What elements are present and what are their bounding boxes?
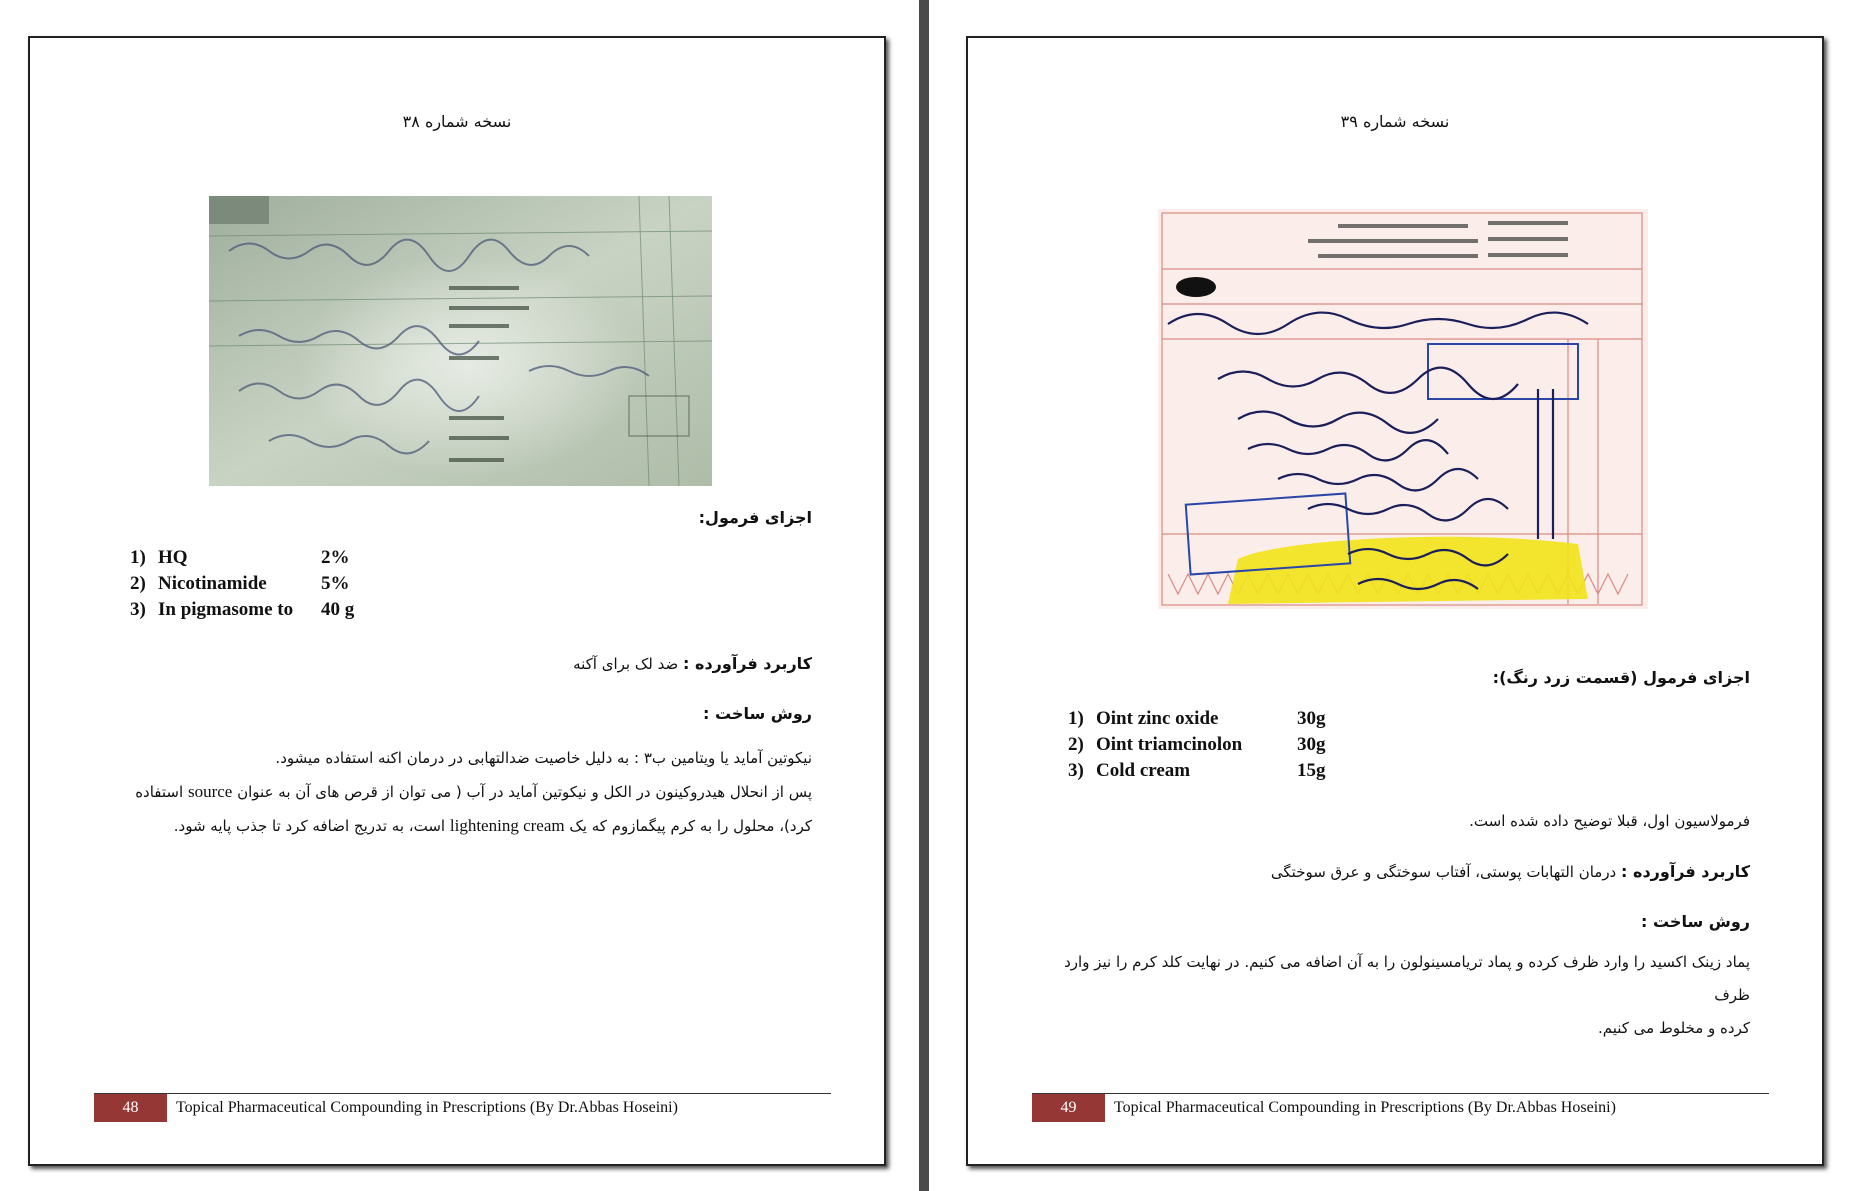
ingredient-amount: 30g <box>1297 734 1326 755</box>
ingredient-name: In pigmasome to <box>158 599 294 620</box>
page-footer <box>1032 1093 1769 1123</box>
footer-page-number: 48 <box>94 1094 167 1122</box>
ingredient-row <box>1068 708 1326 734</box>
method-term: lightening cream <box>449 816 565 835</box>
ingredient-name: HQ <box>158 547 188 568</box>
footer-rule <box>94 1093 831 1094</box>
footer-text: Topical Pharmaceutical Compounding in Prescriptions (By Dr.Abbas Hoseini) <box>176 1099 678 1116</box>
usage-text: درمان التهابات پوستی، آفتاب سوختگی و عرق سوختگی <box>1270 863 1617 881</box>
ingredient-list <box>1068 708 1326 786</box>
ingredient-row <box>130 573 354 599</box>
page-gutter <box>919 0 929 1191</box>
footer-page-number: 49 <box>1032 1094 1105 1122</box>
ingredient-amount: 40 g <box>321 599 355 620</box>
method-text: است، به تدریج اضافه کرد تا جذب پایه شود. <box>173 817 446 835</box>
ingredient-number: 3) <box>1068 760 1084 781</box>
ingredient-list <box>130 547 354 625</box>
ingredient-row <box>130 547 354 573</box>
method-line <box>112 809 812 843</box>
ingredient-row <box>130 599 354 625</box>
usage-label: کاربرد فرآورده : <box>683 654 812 673</box>
usage-text: ضد لک برای آکنه <box>573 655 679 673</box>
ingredient-amount: 30g <box>1297 708 1326 729</box>
document-page-49 <box>966 36 1824 1166</box>
ingredients-heading: اجزای فرمول (قسمت زرد رنگ): <box>1492 668 1750 687</box>
note-line: فرمولاسیون اول، قبلا توضیح داده شده است. <box>1469 812 1750 830</box>
document-page-48 <box>28 36 886 1166</box>
ingredient-row <box>1068 760 1326 786</box>
method-line: پماد زینک اکسید را وارد ظرف کرده و پماد تریامسینولون را به آن اضافه می کنیم. در نهایت کلد کرم را نیز وارد ظرف <box>1064 953 1750 1004</box>
method-heading: روش ساخت : <box>1641 912 1750 931</box>
ingredient-name: Oint zinc oxide <box>1096 708 1219 729</box>
method-text: کرد)، محلول را به کرم پیگمازوم که یک <box>569 817 812 835</box>
method-term: source <box>187 782 233 801</box>
method-text: استفاده <box>135 783 184 801</box>
page-footer <box>94 1093 831 1123</box>
ingredient-number: 1) <box>1068 708 1084 729</box>
ingredient-name: Cold cream <box>1096 760 1191 781</box>
ingredient-name: Oint triamcinolon <box>1096 734 1243 755</box>
usage-label: کاربرد فرآورده : <box>1621 862 1750 881</box>
usage-line <box>573 654 812 673</box>
ingredient-number: 3) <box>130 599 146 620</box>
method-line <box>112 775 812 809</box>
ingredient-amount: 15g <box>1297 760 1326 781</box>
prescription-photo <box>1158 209 1648 609</box>
footer-rule <box>1032 1093 1769 1094</box>
prescription-title: نسخه شماره ۳۸ <box>402 112 512 131</box>
method-line: کرده و مخلوط می کنیم. <box>1597 1019 1750 1037</box>
prescription-title: نسخه شماره ۳۹ <box>1340 112 1450 131</box>
method-text: پس از انحلال هیدروکینون در الکل و نیکوتین آماید در آب ( می توان از قرص های آن به عنوان <box>237 783 812 801</box>
method-paragraph <box>1050 946 1750 1045</box>
ingredient-number: 1) <box>130 547 146 568</box>
method-heading: روش ساخت : <box>703 704 812 723</box>
ingredient-row <box>1068 734 1326 760</box>
ingredient-amount: 2% <box>321 547 350 568</box>
ingredient-amount: 5% <box>321 573 350 594</box>
ingredient-name: Nicotinamide <box>158 573 267 594</box>
method-paragraph <box>112 742 812 843</box>
method-line: نیکوتین آماید یا ویتامین ب۳ : به دلیل خاصیت ضدالتهابی در درمان اکنه استفاده میشود. <box>275 749 812 767</box>
ingredient-number: 2) <box>130 573 146 594</box>
footer-text: Topical Pharmaceutical Compounding in Prescriptions (By Dr.Abbas Hoseini) <box>1114 1099 1616 1116</box>
ingredient-number: 2) <box>1068 734 1084 755</box>
usage-line <box>1271 862 1750 881</box>
prescription-photo <box>209 196 712 486</box>
ingredients-heading: اجزای فرمول: <box>698 508 812 527</box>
